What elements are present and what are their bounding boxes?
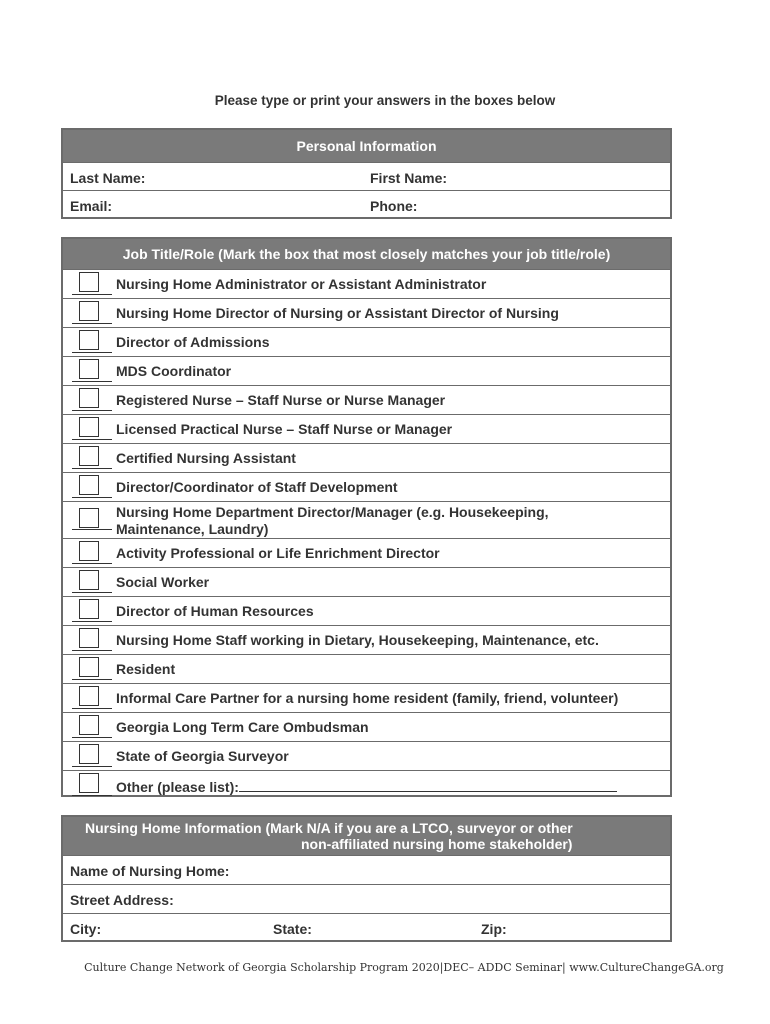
personal-information-header: Personal Information <box>63 130 670 162</box>
contact-row <box>63 190 670 218</box>
job-option-row <box>63 472 670 501</box>
job-option-row <box>63 269 670 298</box>
nursing-home-name-field[interactable]: Name of Nursing Home: <box>70 863 230 879</box>
job-option-checkbox[interactable] <box>79 272 99 292</box>
page-footer: Culture Change Network of Georgia Scholarship Program 2020|DEC– ADDC Seminar| www.CultureChangeGA.org <box>84 961 724 974</box>
job-title-header: Job Title/Role (Mark the box that most closely matches your job title/role) <box>63 239 670 269</box>
job-option-label: Nursing Home Department Director/Manager (e.g. Housekeeping, Maintenance, Laundry) <box>116 504 549 537</box>
job-option-label: Social Worker <box>116 574 210 590</box>
job-option-checkbox[interactable] <box>79 475 99 495</box>
job-option-checkbox[interactable] <box>79 359 99 379</box>
nursing-home-header-line2: non-affiliated nursing home stakeholder) <box>301 836 573 852</box>
job-option-row <box>63 596 670 625</box>
job-option-row <box>63 770 670 799</box>
job-option-row <box>63 501 670 538</box>
job-option-label: Director of Human Resources <box>116 603 314 619</box>
job-option-label: Director/Coordinator of Staff Development <box>116 479 398 495</box>
form-instructions: Please type or print your answers in the boxes below <box>214 93 556 108</box>
job-option-label: Director of Admissions <box>116 334 270 350</box>
phone-field[interactable]: Phone: <box>370 198 418 214</box>
job-option-label: Activity Professional or Life Enrichment Director <box>116 545 440 561</box>
job-option-checkbox[interactable] <box>79 599 99 619</box>
job-option-label: Certified Nursing Assistant <box>116 450 296 466</box>
job-option-checkbox[interactable] <box>79 388 99 408</box>
job-option-label: Licensed Practical Nurse – Staff Nurse or Manager <box>116 421 453 437</box>
other-write-in-line[interactable] <box>239 777 617 792</box>
job-option-row <box>63 443 670 472</box>
city-field[interactable]: City: <box>70 921 102 937</box>
job-option-row <box>63 625 670 654</box>
job-title-section <box>61 237 672 797</box>
job-option-label: State of Georgia Surveyor <box>116 748 289 764</box>
last-name-field[interactable]: Last Name: <box>70 170 146 186</box>
job-option-row <box>63 385 670 414</box>
job-option-row <box>63 741 670 770</box>
zip-field[interactable]: Zip: <box>481 921 507 937</box>
job-option-checkbox[interactable] <box>79 628 99 648</box>
job-option-row <box>63 538 670 567</box>
nursing-home-header-line1: Nursing Home Information (Mark N/A if you are a LTCO, surveyor or other <box>85 820 573 836</box>
job-option-label: MDS Coordinator <box>116 363 232 379</box>
nursing-home-name-row <box>63 855 670 884</box>
job-option-label: Informal Care Partner for a nursing home resident (family, friend, volunteer) <box>116 690 619 706</box>
state-field[interactable]: State: <box>273 921 312 937</box>
job-option-checkbox[interactable] <box>79 541 99 561</box>
email-field[interactable]: Email: <box>70 198 113 214</box>
other-option <box>116 777 617 795</box>
street-address-field[interactable]: Street Address: <box>70 892 174 908</box>
other-option-label: Other (please list): <box>116 779 239 795</box>
job-option-checkbox[interactable] <box>79 508 99 528</box>
job-option-checkbox[interactable] <box>79 686 99 706</box>
job-option-row <box>63 712 670 741</box>
job-option-label: Nursing Home Director of Nursing or Assistant Director of Nursing <box>116 305 559 321</box>
job-option-checkbox[interactable] <box>79 330 99 350</box>
job-option-row <box>63 414 670 443</box>
job-option-label: Nursing Home Administrator or Assistant Administrator <box>116 276 487 292</box>
nursing-home-header <box>63 817 670 855</box>
personal-information-section <box>61 128 672 219</box>
job-option-checkbox[interactable] <box>79 744 99 764</box>
job-option-row <box>63 298 670 327</box>
job-option-label: Registered Nurse – Staff Nurse or Nurse Manager <box>116 392 446 408</box>
job-option-row <box>63 567 670 596</box>
job-option-checkbox[interactable] <box>79 657 99 677</box>
job-option-label: Georgia Long Term Care Ombudsman <box>116 719 369 735</box>
job-option-label: Resident <box>116 661 176 677</box>
nursing-home-section <box>61 815 672 942</box>
job-option-checkbox[interactable] <box>79 446 99 466</box>
name-row <box>63 162 670 190</box>
job-option-row <box>63 683 670 712</box>
job-option-checkbox[interactable] <box>79 715 99 735</box>
city-state-zip-row <box>63 913 670 942</box>
job-option-row <box>63 327 670 356</box>
job-option-checkbox[interactable] <box>79 417 99 437</box>
job-option-row <box>63 654 670 683</box>
first-name-field[interactable]: First Name: <box>370 170 448 186</box>
job-option-checkbox[interactable] <box>79 773 99 793</box>
job-option-checkbox[interactable] <box>79 301 99 321</box>
street-address-row <box>63 884 670 913</box>
job-option-label: Nursing Home Staff working in Dietary, Housekeeping, Maintenance, etc. <box>116 632 599 648</box>
job-option-checkbox[interactable] <box>79 570 99 590</box>
job-option-row <box>63 356 670 385</box>
